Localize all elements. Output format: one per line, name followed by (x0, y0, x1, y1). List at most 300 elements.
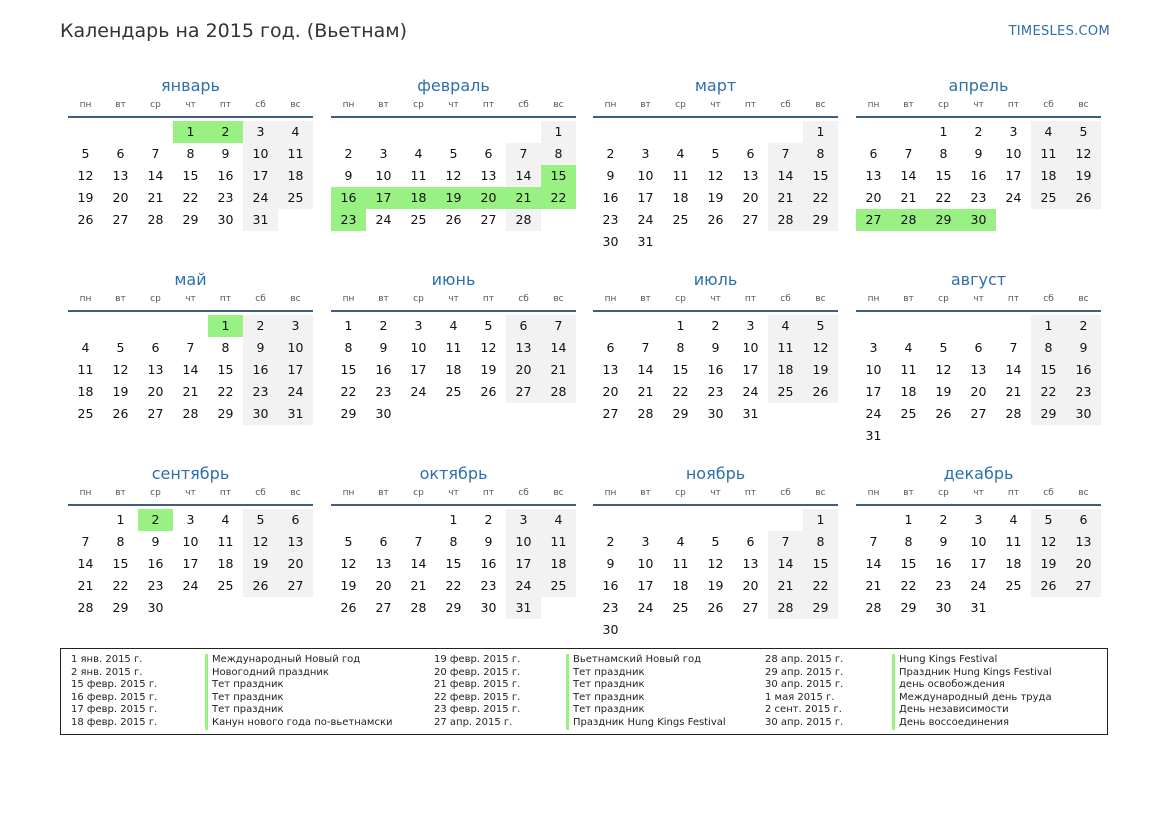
day-cell: 20 (1066, 553, 1101, 575)
day-cell: 23 (602, 600, 619, 615)
day-cell: 7 (186, 340, 195, 355)
day-cell: 12 (707, 168, 724, 183)
month-name: март (694, 76, 737, 95)
day-grid (593, 509, 838, 641)
day-cell: 21 (637, 384, 654, 399)
day-cell: 21 (541, 359, 576, 381)
day-cell: 24 (970, 578, 987, 593)
day-cell: 28 (768, 209, 803, 231)
weekday-label: пн (867, 488, 880, 498)
empty-cell (103, 315, 138, 337)
legend-holiday-name: Тет праздник (566, 679, 645, 692)
day-cell: 3 (186, 512, 195, 527)
day-cell: 1 (803, 509, 838, 531)
weekday-label: пт (1007, 100, 1020, 110)
day-cell: 26 (112, 406, 129, 421)
legend-holiday-name: Международный день труда (892, 692, 1052, 705)
day-cell: 7 (151, 146, 160, 161)
legend-holiday-name: Тет праздник (205, 704, 284, 717)
day-cell: 23 (707, 384, 724, 399)
day-cell: 6 (1066, 509, 1101, 531)
month-1 (331, 73, 576, 231)
day-cell: 18 (77, 384, 94, 399)
day-cell: 8 (803, 143, 838, 165)
weekday-label: чт (973, 100, 984, 110)
day-cell: 23 (480, 578, 497, 593)
holiday-day-cell: 30 (961, 209, 996, 231)
day-cell: 28 (77, 600, 94, 615)
day-grid (593, 315, 838, 425)
day-cell: 27 (480, 212, 497, 227)
day-cell: 14 (77, 556, 94, 571)
day-cell: 1 (904, 512, 913, 527)
day-cell: 31 (506, 597, 541, 619)
weekday-label: чт (185, 100, 196, 110)
empty-cell (436, 121, 471, 143)
page-title: Календарь на 2015 год. (Вьетнам) (60, 20, 408, 42)
day-cell: 12 (112, 362, 129, 377)
day-cell: 9 (379, 340, 388, 355)
weekday-label: пт (219, 488, 232, 498)
weekday-label: чт (973, 488, 984, 498)
day-cell: 28 (1005, 406, 1022, 421)
day-cell: 26 (243, 575, 278, 597)
legend-date: 27 апр. 2015 г. (434, 717, 513, 728)
day-cell: 13 (506, 337, 541, 359)
legend-holiday-name: день освобождения (892, 679, 1005, 692)
day-cell: 16 (217, 168, 234, 183)
day-cell: 3 (379, 146, 388, 161)
month-2 (593, 73, 838, 253)
day-cell: 30 (243, 403, 278, 425)
day-cell: 6 (278, 509, 313, 531)
weekday-label: пн (604, 294, 617, 304)
empty-cell (506, 121, 541, 143)
day-cell: 30 (1066, 403, 1101, 425)
day-cell: 14 (147, 168, 164, 183)
month-8 (68, 461, 313, 619)
day-cell: 3 (414, 318, 423, 333)
day-cell: 11 (672, 168, 689, 183)
day-cell: 23 (217, 190, 234, 205)
day-cell: 20 (278, 553, 313, 575)
weekday-label: вт (640, 294, 651, 304)
day-cell: 17 (1005, 168, 1022, 183)
weekday-label: ср (150, 294, 161, 304)
day-cell: 30 (217, 212, 234, 227)
weekday-label: пн (79, 100, 92, 110)
legend-holiday-name: День воссоединения (892, 717, 1009, 730)
day-cell: 17 (865, 384, 882, 399)
day-cell: 18 (768, 359, 803, 381)
weekday-label: вт (115, 294, 126, 304)
day-cell: 28 (768, 597, 803, 619)
weekday-header (68, 99, 313, 118)
day-cell: 16 (602, 190, 619, 205)
holiday-day-cell: 16 (331, 187, 366, 209)
day-cell: 21 (768, 575, 803, 597)
day-cell: 10 (865, 362, 882, 377)
day-cell: 10 (637, 168, 654, 183)
day-cell: 17 (506, 553, 541, 575)
day-cell: 14 (900, 168, 917, 183)
day-cell: 22 (217, 384, 234, 399)
day-cell: 11 (541, 531, 576, 553)
day-cell: 22 (803, 187, 838, 209)
day-cell: 11 (768, 337, 803, 359)
weekday-label: пт (744, 294, 757, 304)
day-cell: 8 (1031, 337, 1066, 359)
day-cell: 19 (340, 578, 357, 593)
weekday-label: пт (482, 100, 495, 110)
day-cell: 24 (243, 187, 278, 209)
day-cell: 1 (939, 124, 948, 139)
day-cell: 2 (939, 512, 948, 527)
day-cell: 25 (672, 212, 689, 227)
legend-holiday-name: Тет праздник (566, 704, 645, 717)
day-cell: 5 (939, 340, 948, 355)
day-cell: 27 (375, 600, 392, 615)
day-cell: 29 (182, 212, 199, 227)
empty-cell (68, 121, 103, 143)
weekday-label: вт (903, 488, 914, 498)
weekday-label: ср (413, 294, 424, 304)
empty-cell (331, 121, 366, 143)
day-cell: 1 (541, 121, 576, 143)
day-cell: 28 (182, 406, 199, 421)
day-cell: 9 (606, 168, 615, 183)
weekday-label: сб (518, 294, 529, 304)
day-cell: 9 (151, 534, 160, 549)
empty-cell (891, 315, 926, 337)
day-cell: 8 (116, 534, 125, 549)
weekday-label: сб (518, 100, 529, 110)
weekday-label: сб (518, 488, 529, 498)
day-cell: 7 (414, 534, 423, 549)
day-cell: 6 (151, 340, 160, 355)
day-cell: 26 (707, 600, 724, 615)
day-cell: 1 (676, 318, 685, 333)
legend-holiday-name: Тет праздник (566, 667, 645, 680)
holiday-day-cell: 2 (208, 121, 243, 143)
day-cell: 24 (865, 406, 882, 421)
day-cell: 15 (445, 556, 462, 571)
day-cell: 23 (1066, 381, 1101, 403)
day-cell: 29 (672, 406, 689, 421)
day-cell: 11 (77, 362, 94, 377)
month-name: сентябрь (151, 464, 230, 483)
weekday-label: вс (290, 100, 301, 110)
day-cell: 5 (243, 509, 278, 531)
day-cell: 27 (278, 575, 313, 597)
day-cell: 13 (147, 362, 164, 377)
day-cell: 6 (746, 146, 755, 161)
day-cell: 4 (904, 340, 913, 355)
day-cell: 13 (278, 531, 313, 553)
legend-date: 30 апр. 2015 г. (765, 679, 844, 691)
day-cell: 28 (541, 381, 576, 403)
month-name: июнь (431, 270, 476, 289)
day-cell: 19 (935, 384, 952, 399)
day-cell: 14 (637, 362, 654, 377)
holiday-day-cell: 29 (926, 209, 961, 231)
day-cell: 1 (344, 318, 353, 333)
empty-cell (401, 509, 436, 531)
day-cell: 8 (221, 340, 230, 355)
empty-cell (401, 121, 436, 143)
day-cell: 8 (186, 146, 195, 161)
day-cell: 12 (1031, 531, 1066, 553)
day-cell: 15 (217, 362, 234, 377)
empty-cell (173, 315, 208, 337)
day-cell: 22 (340, 384, 357, 399)
weekday-label: вт (378, 294, 389, 304)
day-cell: 8 (803, 531, 838, 553)
legend-date: 2 сент. 2015 г. (765, 704, 842, 716)
day-cell: 6 (606, 340, 615, 355)
day-cell: 10 (1005, 146, 1022, 161)
day-cell: 5 (711, 146, 720, 161)
day-cell: 13 (970, 362, 987, 377)
day-cell: 26 (1066, 187, 1101, 209)
day-cell: 14 (541, 337, 576, 359)
day-cell: 14 (768, 553, 803, 575)
day-cell: 15 (803, 553, 838, 575)
day-cell: 21 (900, 190, 917, 205)
day-cell: 19 (707, 190, 724, 205)
holiday-day-cell: 2 (138, 509, 173, 531)
empty-cell (68, 509, 103, 531)
day-cell: 2 (243, 315, 278, 337)
legend-holiday-name: Праздник Hung Kings Festival (566, 717, 726, 730)
day-cell: 14 (768, 165, 803, 187)
day-cell: 22 (112, 578, 129, 593)
empty-cell (926, 315, 961, 337)
day-cell: 11 (410, 168, 427, 183)
legend-holiday-name: День независимости (892, 704, 1009, 717)
day-cell: 9 (939, 534, 948, 549)
day-cell: 14 (410, 556, 427, 571)
weekday-label: чт (185, 294, 196, 304)
day-cell: 2 (606, 146, 615, 161)
weekday-label: пт (482, 488, 495, 498)
weekday-label: сб (255, 294, 266, 304)
day-cell: 22 (1031, 381, 1066, 403)
day-cell: 19 (707, 578, 724, 593)
day-cell: 19 (243, 553, 278, 575)
weekday-header (856, 293, 1101, 312)
day-cell: 8 (541, 143, 576, 165)
day-cell: 4 (676, 146, 685, 161)
weekday-label: вт (640, 100, 651, 110)
day-grid (68, 315, 313, 425)
day-cell: 29 (803, 209, 838, 231)
legend-date: 30 апр. 2015 г. (765, 717, 844, 728)
month-10 (593, 461, 838, 641)
day-cell: 6 (379, 534, 388, 549)
empty-cell (366, 121, 401, 143)
day-cell: 22 (672, 384, 689, 399)
day-cell: 15 (340, 362, 357, 377)
day-cell: 12 (340, 556, 357, 571)
day-cell: 30 (602, 234, 619, 249)
day-cell: 17 (278, 359, 313, 381)
day-cell: 27 (742, 600, 759, 615)
empty-cell (768, 509, 803, 531)
empty-cell (961, 315, 996, 337)
weekday-label: пт (1007, 294, 1020, 304)
day-cell: 2 (606, 534, 615, 549)
day-cell: 31 (278, 403, 313, 425)
day-grid (331, 509, 576, 619)
day-cell: 10 (375, 168, 392, 183)
day-cell: 12 (445, 168, 462, 183)
day-cell: 7 (768, 143, 803, 165)
day-cell: 25 (672, 600, 689, 615)
weekday-header (856, 487, 1101, 506)
weekday-label: вс (815, 100, 826, 110)
day-cell: 25 (278, 187, 313, 209)
weekday-label: пн (342, 100, 355, 110)
day-cell: 21 (77, 578, 94, 593)
site-link[interactable]: TIMESLES.COM (1008, 24, 1110, 39)
weekday-header (331, 99, 576, 118)
month-name: февраль (417, 76, 490, 95)
day-cell: 19 (480, 362, 497, 377)
weekday-label: ср (150, 100, 161, 110)
day-cell: 18 (445, 362, 462, 377)
weekday-label: сб (780, 294, 791, 304)
day-cell: 13 (742, 168, 759, 183)
day-cell: 9 (344, 168, 353, 183)
day-cell: 31 (243, 209, 278, 231)
weekday-label: пн (867, 294, 880, 304)
day-cell: 5 (1031, 509, 1066, 531)
month-3 (856, 73, 1101, 231)
empty-cell (768, 121, 803, 143)
day-cell: 7 (641, 340, 650, 355)
day-cell: 18 (900, 384, 917, 399)
empty-cell (698, 121, 733, 143)
empty-cell (471, 121, 506, 143)
day-grid (856, 509, 1101, 619)
day-cell: 31 (637, 234, 654, 249)
day-cell: 31 (865, 428, 882, 443)
day-cell: 24 (1005, 190, 1022, 205)
legend-date: 15 февр. 2015 г. (71, 679, 158, 691)
day-cell: 30 (707, 406, 724, 421)
day-cell: 9 (1066, 337, 1101, 359)
legend-date: 16 февр. 2015 г. (71, 691, 158, 703)
holiday-day-cell: 22 (541, 187, 576, 209)
weekday-label: сб (255, 100, 266, 110)
day-cell: 17 (410, 362, 427, 377)
day-cell: 18 (1031, 165, 1066, 187)
day-cell: 3 (506, 509, 541, 531)
day-grid (593, 121, 838, 253)
month-0 (68, 73, 313, 231)
month-name: декабрь (943, 464, 1014, 483)
day-cell: 25 (1005, 578, 1022, 593)
day-cell: 24 (637, 600, 654, 615)
day-cell: 6 (869, 146, 878, 161)
day-cell: 12 (1066, 143, 1101, 165)
day-cell: 25 (217, 578, 234, 593)
day-cell: 4 (449, 318, 458, 333)
day-cell: 2 (379, 318, 388, 333)
day-cell: 5 (711, 534, 720, 549)
day-cell: 25 (445, 384, 462, 399)
day-cell: 11 (1005, 534, 1022, 549)
day-cell: 16 (970, 168, 987, 183)
empty-cell (628, 121, 663, 143)
day-cell: 3 (974, 512, 983, 527)
day-cell: 25 (410, 212, 427, 227)
empty-cell (628, 315, 663, 337)
day-cell: 29 (1031, 403, 1066, 425)
weekday-label: сб (780, 488, 791, 498)
day-cell: 16 (375, 362, 392, 377)
day-cell: 12 (803, 337, 838, 359)
day-cell: 19 (803, 359, 838, 381)
day-cell: 5 (81, 146, 90, 161)
day-cell: 28 (410, 600, 427, 615)
day-cell: 19 (1031, 553, 1066, 575)
legend-holiday-name: Канун нового года по-вьетнамски (205, 717, 393, 730)
day-cell: 20 (112, 190, 129, 205)
day-cell: 6 (484, 146, 493, 161)
empty-cell (331, 509, 366, 531)
day-cell: 11 (900, 362, 917, 377)
day-cell: 13 (112, 168, 129, 183)
day-cell: 9 (974, 146, 983, 161)
weekday-header (331, 293, 576, 312)
legend-holiday-name: Вьетнамский Новый год (566, 654, 701, 667)
day-cell: 3 (278, 315, 313, 337)
day-cell: 27 (112, 212, 129, 227)
day-cell: 12 (480, 340, 497, 355)
day-cell: 15 (900, 556, 917, 571)
day-cell: 9 (711, 340, 720, 355)
day-cell: 21 (182, 384, 199, 399)
weekday-label: сб (780, 100, 791, 110)
weekday-label: вс (1078, 488, 1089, 498)
day-cell: 16 (147, 556, 164, 571)
day-cell: 11 (217, 534, 234, 549)
day-cell: 15 (935, 168, 952, 183)
day-cell: 30 (602, 622, 619, 637)
day-cell: 26 (445, 212, 462, 227)
day-cell: 5 (1066, 121, 1101, 143)
day-cell: 4 (81, 340, 90, 355)
day-cell: 24 (278, 381, 313, 403)
empty-cell (593, 315, 628, 337)
day-cell: 3 (243, 121, 278, 143)
weekday-label: вс (1078, 100, 1089, 110)
day-cell: 7 (1009, 340, 1018, 355)
day-cell: 9 (243, 337, 278, 359)
legend-date: 1 мая 2015 г. (765, 691, 835, 703)
weekday-label: чт (448, 488, 459, 498)
month-6 (593, 267, 838, 425)
day-cell: 16 (480, 556, 497, 571)
day-cell: 28 (506, 209, 541, 231)
month-name: октябрь (419, 464, 488, 483)
day-cell: 22 (445, 578, 462, 593)
day-cell: 20 (970, 384, 987, 399)
weekday-label: вт (378, 488, 389, 498)
day-cell: 30 (480, 600, 497, 615)
